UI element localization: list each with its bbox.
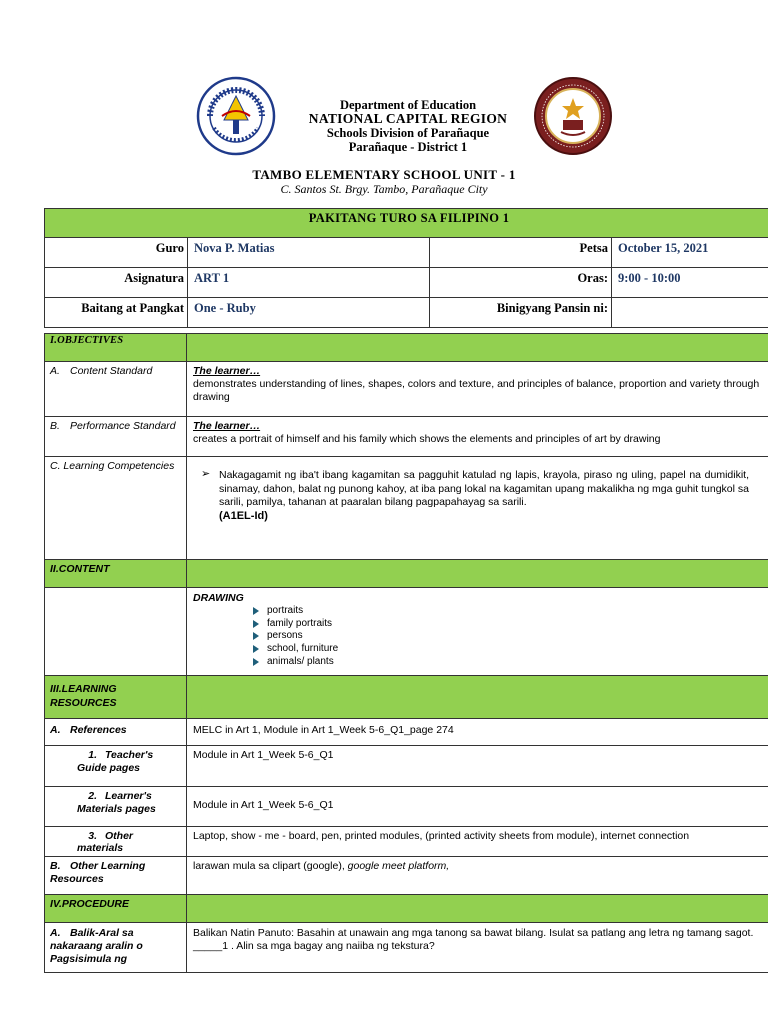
list-item: family portraits bbox=[253, 618, 768, 631]
other-resources-label bbox=[45, 857, 187, 895]
content-standard-cell bbox=[187, 362, 768, 417]
performance-standard-cell bbox=[187, 417, 768, 457]
resources-heading: III.LEARNING RESOURCES bbox=[45, 676, 187, 719]
competency-item bbox=[187, 457, 768, 523]
learning-competencies-cell bbox=[187, 457, 768, 560]
competency-code: (A1EL-Id) bbox=[219, 509, 268, 522]
guro-label: Guro bbox=[45, 238, 188, 268]
content-heading: II.CONTENT bbox=[45, 560, 187, 588]
performance-standard-text: creates a portrait of himself and his family which shows the elements and principles of art by drawing bbox=[193, 433, 661, 445]
list-item: portraits bbox=[253, 605, 768, 618]
balik-aral-label bbox=[45, 923, 187, 973]
drawing-cell bbox=[187, 588, 768, 676]
other-materials-value: Laptop, show - me - board, pen, printed modules, (printed activity sheets from module), internet connection bbox=[187, 827, 768, 857]
asignatura-label: Asignatura bbox=[45, 268, 188, 298]
procedure-heading-fill bbox=[187, 895, 768, 923]
other-materials-num: 3. bbox=[88, 830, 97, 842]
other-materials-label bbox=[45, 827, 187, 857]
district-name: Parañaque - District 1 bbox=[348, 140, 468, 154]
drawing-title: DRAWING bbox=[193, 592, 244, 604]
drawing-list bbox=[193, 605, 768, 669]
performance-standard-letter: B. bbox=[50, 420, 60, 432]
references-label-text: References bbox=[70, 724, 127, 736]
content-standard-label bbox=[45, 362, 187, 417]
other-resources-label-text: Other Learning Resources bbox=[50, 860, 146, 885]
list-item: school, furniture bbox=[253, 643, 768, 656]
oras-label: Oras: bbox=[430, 268, 612, 298]
list-item: persons bbox=[253, 630, 768, 643]
teachers-guide-num: 1. bbox=[88, 749, 97, 761]
learners-materials-label-text: Learner's Materials pages bbox=[77, 790, 156, 815]
objectives-heading-fill bbox=[187, 334, 768, 362]
references-value: MELC in Art 1, Module in Art 1_Week 5-6_Q1_page 274 bbox=[187, 719, 768, 746]
oras-value: 9:00 - 10:00 bbox=[612, 268, 768, 298]
performance-standard-label bbox=[45, 417, 187, 457]
drawing-label-cell bbox=[45, 588, 187, 676]
learners-materials-num: 2. bbox=[88, 790, 97, 802]
content-standard-letter: A. bbox=[50, 365, 60, 377]
baitang-value: One - Ruby bbox=[188, 298, 430, 328]
lesson-plan-table bbox=[44, 333, 768, 973]
learners-materials-value: Module in Art 1_Week 5-6_Q1 bbox=[187, 787, 768, 827]
baitang-label: Baitang at Pangkat bbox=[45, 298, 188, 328]
references-letter: A. bbox=[50, 724, 61, 736]
header-text bbox=[260, 98, 556, 154]
list-item: animals/ plants bbox=[253, 656, 768, 669]
content-heading-fill bbox=[187, 560, 768, 588]
binigyang-label: Binigyang Pansin ni: bbox=[430, 298, 612, 328]
objectives-heading: I.OBJECTIVES bbox=[45, 334, 187, 362]
content-standard-learner: The learner… bbox=[193, 365, 261, 377]
other-resources-italic: google meet platform, bbox=[347, 860, 450, 872]
competency-text: Nakagagamit ng iba't ibang kagamitan sa pagguhit katulad ng lapis, krayola, piraso ng uling, papel na dumidikit, sinamay, dahon, balat ng punong kahoy, at iba pang lokal na kagamitan upang makalikha ng mga guhit tungkol sa sarili, pamilya, tahanan at paaralan bilang pagpapahayag sa sarili. bbox=[219, 469, 749, 508]
references-label bbox=[45, 719, 187, 746]
asignatura-value: ART 1 bbox=[188, 268, 430, 298]
region-name: NATIONAL CAPITAL REGION bbox=[308, 111, 508, 126]
content-standard-label-text: Content Standard bbox=[70, 365, 153, 377]
binigyang-value bbox=[612, 298, 768, 328]
other-resources-text: larawan mula sa clipart (google), bbox=[193, 860, 348, 872]
other-resources-cell bbox=[187, 857, 768, 895]
performance-standard-label-text: Performance Standard bbox=[70, 420, 176, 432]
resources-heading-fill bbox=[187, 676, 768, 719]
teachers-guide-value: Module in Art 1_Week 5-6_Q1 bbox=[187, 746, 768, 787]
other-resources-letter: B. bbox=[50, 860, 61, 872]
lesson-title: PAKITANG TURO SA FILIPINO 1 bbox=[45, 209, 768, 238]
petsa-value: October 15, 2021 bbox=[612, 238, 768, 268]
performance-standard-learner: The learner… bbox=[193, 420, 261, 432]
petsa-label: Petsa bbox=[430, 238, 612, 268]
arrow-bullet-icon: ➢ bbox=[201, 468, 211, 480]
guro-value: Nova P. Matias bbox=[188, 238, 430, 268]
learning-competencies-label: C. Learning Competencies bbox=[45, 457, 187, 560]
balik-aral-letter: A. bbox=[50, 927, 61, 939]
school-name: TAMBO ELEMENTARY SCHOOL UNIT - 1 bbox=[252, 167, 516, 182]
procedure-heading: IV.PROCEDURE bbox=[45, 895, 187, 923]
balik-aral-label-text: Balik-Aral sa nakaraang aralin o Pagsisimula ng bbox=[50, 927, 143, 965]
department-name: Department of Education bbox=[339, 98, 477, 112]
info-table bbox=[44, 208, 768, 328]
school-address: C. Santos St. Brgy. Tambo, Parañaque City bbox=[280, 182, 488, 196]
balik-aral-line1: Balikan Natin Panuto: Basahin at unawain ang mga tanong sa bawat bilang. Isulat sa patlang ang letra ng tamang sagot. bbox=[193, 927, 754, 939]
teachers-guide-label bbox=[45, 746, 187, 787]
other-materials-label-text: Other materials bbox=[77, 830, 134, 854]
balik-aral-cell bbox=[187, 923, 768, 973]
content-standard-text: demonstrates understanding of lines, shapes, colors and texture, and principles of balance, proportion and variety through drawing bbox=[193, 378, 760, 403]
school-heading bbox=[0, 167, 768, 196]
learners-materials-label bbox=[45, 787, 187, 827]
teachers-guide-label-text: Teacher's Guide pages bbox=[77, 749, 154, 774]
division-name: Schools Division of Parañaque bbox=[326, 126, 490, 140]
balik-aral-line2: _____1 . Alin sa mga bagay ang naiiba ng tekstura? bbox=[193, 940, 435, 952]
